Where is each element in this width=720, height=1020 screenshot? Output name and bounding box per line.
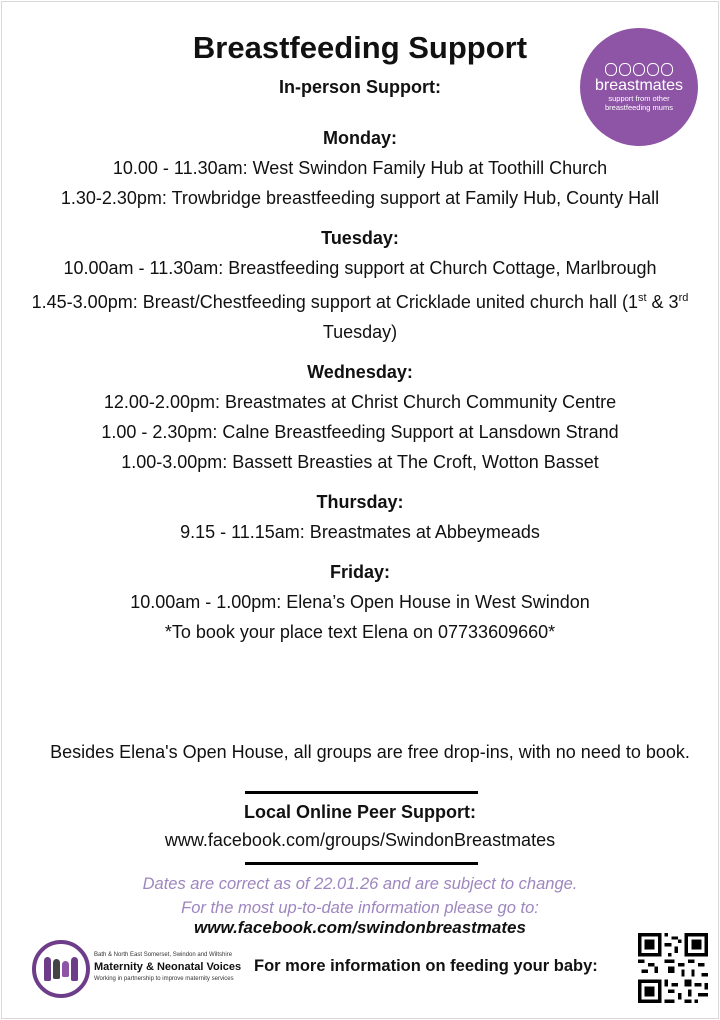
- org-name: Maternity & Neonatal Voices: [94, 961, 242, 973]
- more-info-text: For more information on feeding your baby:: [254, 957, 598, 975]
- qr-code-icon[interactable]: [638, 933, 708, 1003]
- day-heading: Monday:: [323, 128, 397, 148]
- session-item: 1.30-2.30pm: Trowbridge breastfeeding support at Family Hub, County Hall: [60, 188, 660, 208]
- logo-name: breastmates: [594, 76, 684, 94]
- org-subtitle: Working in partnership to improve maternity services: [94, 976, 234, 982]
- logo-tagline: support from other breastfeeding mums: [605, 93, 673, 112]
- day-friday: [30, 557, 690, 647]
- session-item: 10.00 - 11.30am: West Swindon Family Hub at Toothill Church: [112, 158, 608, 178]
- faces-icon: [605, 63, 673, 76]
- session-item: 1.00 - 2.30pm: Calne Breastfeeding Support at Lansdown Strand: [101, 422, 619, 442]
- day-tuesday: [30, 223, 690, 347]
- page-title: Breastfeeding Support: [192, 30, 528, 65]
- dropin-note: Besides Elena's Open House, all groups are free drop-ins, with no need to book.: [50, 742, 690, 762]
- weekly-schedule: [30, 123, 690, 657]
- day-monday: [30, 123, 690, 213]
- day-thursday: [30, 487, 690, 547]
- session-item: 10.00am - 11.30am: Breastfeeding support at Church Cottage, Marlbrough: [63, 258, 657, 278]
- booking-note: *To book your place text Elena on 07733609660*: [164, 622, 556, 642]
- disclaimer-line: Dates are correct as of 22.01.26 and are subject to change.: [142, 875, 578, 893]
- day-heading: Wednesday:: [307, 362, 413, 382]
- day-wednesday: [30, 357, 690, 477]
- day-heading: Friday:: [329, 562, 390, 582]
- facebook-link[interactable]: www.facebook.com/swindonbreastmates: [194, 918, 526, 937]
- online-support-title: Local Online Peer Support:: [243, 802, 477, 822]
- disclaimer-line: For the most up-to-date information please go to:: [181, 899, 539, 917]
- page-subtitle: In-person Support:: [279, 77, 441, 97]
- day-heading: Thursday:: [316, 492, 404, 512]
- session-item: 1.00-3.00pm: Bassett Breasties at The Croft, Wotton Basset: [121, 452, 599, 472]
- maternity-neonatal-voices-logo: [32, 940, 246, 1002]
- session-item: 10.00am - 1.00pm: Elena’s Open House in West Swindon: [130, 592, 590, 612]
- family-icon: [32, 940, 90, 998]
- session-item: 9.15 - 11.15am: Breastmates at Abbeymeads: [180, 522, 540, 542]
- divider: [245, 862, 478, 865]
- session-item: 12.00-2.00pm: Breastmates at Christ Church Community Centre: [103, 392, 617, 412]
- disclaimer: [0, 872, 720, 920]
- online-support-link[interactable]: www.facebook.com/groups/SwindonBreastmates: [164, 830, 556, 850]
- session-item: 1.45-3.00pm: Breast/Chestfeeding support at Cricklade united church hall (1st & 3rd Tuesday): [31, 292, 689, 342]
- divider: [245, 791, 478, 794]
- org-region: Bath & North East Somerset, Swindon and Wiltshire: [94, 952, 233, 958]
- day-heading: Tuesday:: [321, 228, 399, 248]
